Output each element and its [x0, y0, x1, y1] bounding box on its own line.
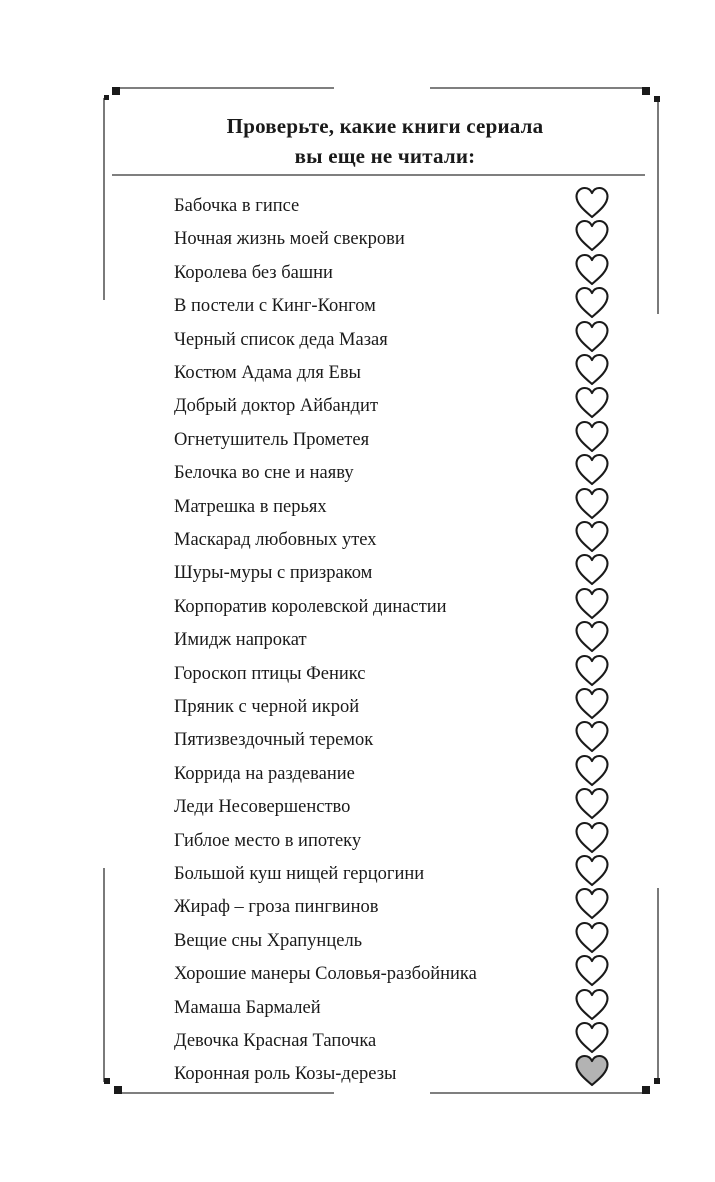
- heart-filled-icon[interactable]: [574, 1054, 610, 1088]
- book-title: Девочка Красная Тапочка: [174, 1031, 377, 1051]
- frame-corner-bottom-left: [104, 1078, 110, 1084]
- heart-outline-icon[interactable]: [574, 320, 610, 354]
- heart-outline-icon[interactable]: [574, 887, 610, 921]
- heart-outline-icon[interactable]: [574, 988, 610, 1022]
- book-title: Коронная роль Козы-дерезы: [174, 1064, 397, 1085]
- heart-outline-icon[interactable]: [574, 420, 610, 454]
- book-list-item: [174, 256, 614, 289]
- book-list-item: [174, 222, 614, 255]
- book-title: Жираф – гроза пингвинов: [174, 897, 379, 918]
- book-list-item: [174, 824, 614, 857]
- page-title-line-2: вы еще не читали:: [294, 144, 476, 168]
- book-title: Хорошие манеры Соловья-разбойника: [174, 964, 477, 985]
- book-list-item: [174, 723, 614, 756]
- book-title: Огнетушитель Прометея: [174, 429, 370, 450]
- heart-outline-icon[interactable]: [574, 921, 610, 955]
- heart-outline-icon[interactable]: [574, 954, 610, 988]
- heart-outline-icon[interactable]: [574, 386, 610, 420]
- book-list-item: [174, 490, 614, 523]
- book-list-item: [174, 1024, 614, 1057]
- frame-corner-top-right: [642, 87, 650, 95]
- heart-outline-icon[interactable]: [574, 754, 610, 788]
- book-list-item: [174, 657, 614, 690]
- heart-outline-icon[interactable]: [574, 687, 610, 721]
- book-list-item: [174, 423, 614, 456]
- heart-outline-icon[interactable]: [574, 219, 610, 253]
- book-title: Пятизвездочный теремок: [174, 730, 374, 751]
- book-title: Имидж напрокат: [174, 630, 307, 651]
- book-title: В постели с Кинг-Конгом: [174, 296, 376, 317]
- book-title: Леди Несовершенство: [174, 797, 351, 818]
- book-title: Корпоратив королевской династии: [174, 596, 447, 617]
- book-list-item: [174, 556, 614, 589]
- heart-outline-icon[interactable]: [574, 253, 610, 287]
- book-title: Матрешка в перьях: [174, 496, 327, 517]
- book-list-item: [174, 924, 614, 957]
- book-list-item: [174, 957, 614, 990]
- heart-outline-icon[interactable]: [574, 654, 610, 688]
- heart-outline-icon[interactable]: [574, 854, 610, 888]
- heart-outline-icon[interactable]: [574, 353, 610, 387]
- heart-outline-icon[interactable]: [574, 520, 610, 554]
- book-list-item: [174, 690, 614, 723]
- heart-outline-icon[interactable]: [574, 821, 610, 855]
- heart-outline-icon[interactable]: [574, 620, 610, 654]
- book-list-item: [174, 757, 614, 790]
- book-list-item: [174, 356, 614, 389]
- book-list-item: [174, 289, 614, 322]
- book-list-item: [174, 323, 614, 356]
- heart-outline-icon[interactable]: [574, 286, 610, 320]
- heart-outline-icon[interactable]: [574, 186, 610, 220]
- heart-outline-icon[interactable]: [574, 787, 610, 821]
- book-title: Добрый доктор Айбандит: [174, 396, 379, 417]
- book-title: Гороскоп птицы Феникс: [174, 663, 366, 684]
- heart-outline-icon[interactable]: [574, 487, 610, 521]
- book-title: Черный список деда Мазая: [174, 329, 388, 350]
- heart-outline-icon[interactable]: [574, 720, 610, 754]
- heart-outline-icon[interactable]: [574, 587, 610, 621]
- heart-outline-icon[interactable]: [574, 453, 610, 487]
- book-title: Коррида на раздевание: [174, 763, 355, 784]
- frame-corner-bottom-left-small: [114, 1086, 122, 1094]
- book-list-item: [174, 523, 614, 556]
- book-list-item: [174, 1057, 614, 1090]
- book-title: Ночная жизнь моей свекрови: [174, 229, 405, 250]
- book-title: Королева без башни: [174, 262, 333, 283]
- book-title: Мамаша Бармалей: [174, 997, 321, 1018]
- book-title: Белочка во сне и наяву: [174, 463, 354, 484]
- book-list-item: [174, 991, 614, 1024]
- frame-corner-top-right-small: [654, 96, 660, 102]
- page-title-line-1: Проверьте, какие книги сериала: [226, 114, 544, 138]
- book-list-item: [174, 857, 614, 890]
- book-list-item: [174, 890, 614, 923]
- heart-outline-icon[interactable]: [574, 553, 610, 587]
- frame-corner-bottom-right: [654, 1078, 660, 1084]
- book-title: Бабочка в гипсе: [174, 196, 300, 216]
- frame-corner-top-left: [112, 87, 120, 95]
- book-title: Пряник с черной икрой: [174, 697, 360, 717]
- book-title: Костюм Адама для Евы: [174, 363, 361, 383]
- heart-outline-icon[interactable]: [574, 1021, 610, 1055]
- book-list-item: [174, 189, 614, 222]
- book-list-item: [174, 790, 614, 823]
- book-title: Большой куш нищей герцогини: [174, 864, 425, 884]
- book-list-item: [174, 590, 614, 623]
- frame-corner-top-left-small: [104, 95, 109, 100]
- book-title: Маскарад любовных утех: [174, 530, 377, 550]
- book-title: Вещие сны Храпунцель: [174, 930, 363, 951]
- book-list-item: [174, 456, 614, 489]
- book-list-item: [174, 389, 614, 422]
- frame-corner-bottom-right-small: [642, 1086, 650, 1094]
- book-title: Шуры-муры с призраком: [174, 563, 373, 584]
- book-title: Гиблое место в ипотеку: [174, 830, 362, 851]
- book-list-item: [174, 623, 614, 656]
